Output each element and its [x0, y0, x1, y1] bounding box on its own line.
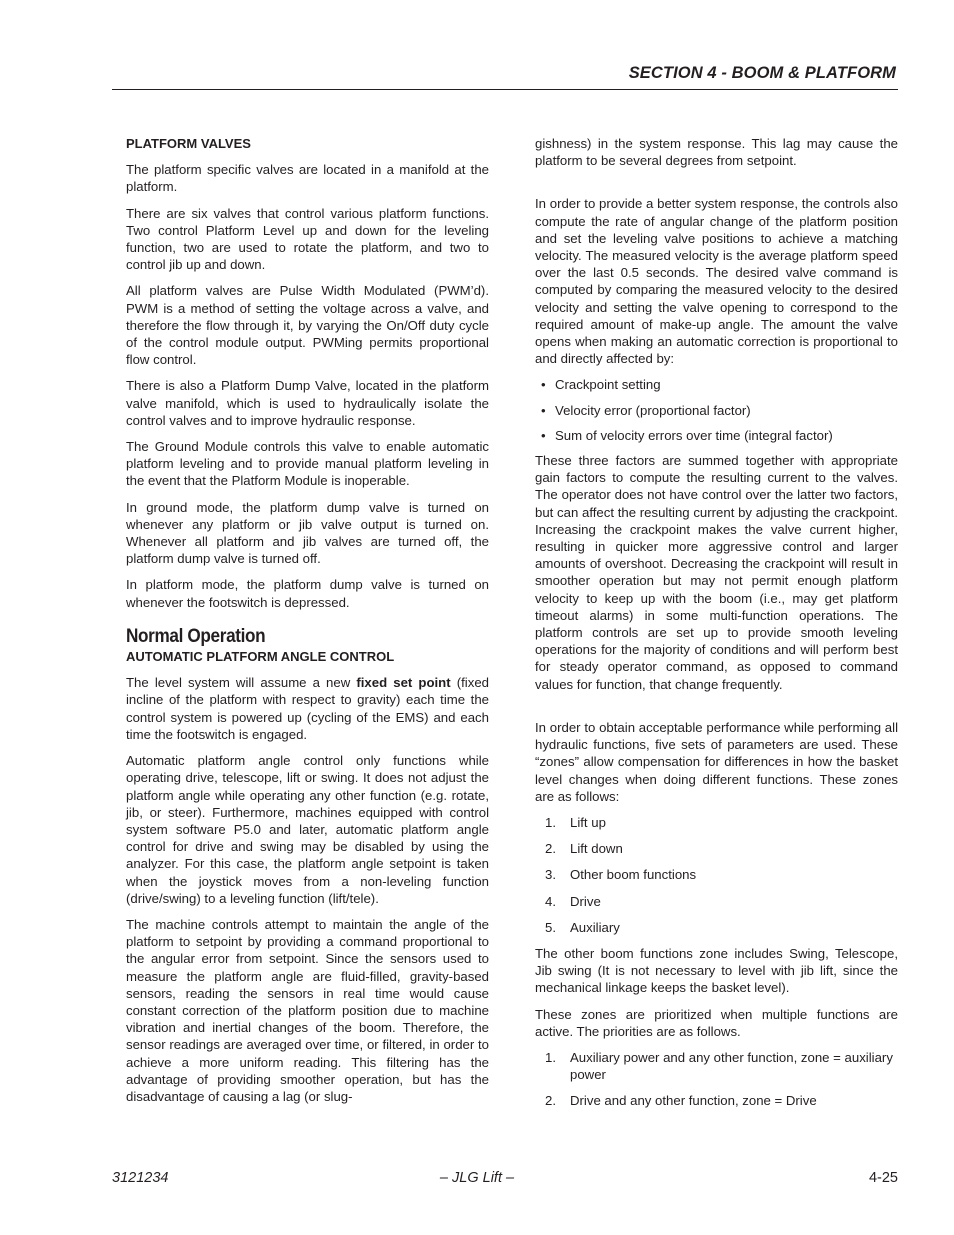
list-number: 2. [545, 841, 556, 857]
paragraph: There are six valves that control various platform functions. Two control Platform Level up and down for the leveling function, two are used to rotate the platform, and two to control jib up and down. [126, 205, 489, 273]
paragraph: In order to provide a better system response, the controls also compute the rate of angular change of the platform position and set the leveling valve positions to achieve a matching velocity. The measured velocity is the average platform speed over the last 0.5 seconds. The desired valve command is computed by comparing the measured velocity to the desired velocity and setting the valve opening to correspond to the required amount of make-up angle. The amount the valve opens when making an automatic correction is proportional to and directly affected by: [535, 196, 898, 367]
text-run: The level system will assume a new [126, 675, 357, 691]
list-number: 1. [545, 814, 556, 830]
text-run: (fixed incline of the platform with respect to gravity) each time the control system is powered up (cycling of the EMS) and each time the footswitch is engaged. [126, 675, 489, 742]
page-number: 4-25 [868, 1170, 898, 1186]
list-number: 4. [545, 893, 556, 909]
paragraph: There is also a Platform Dump Valve, located in the platform valve manifold, which is used to hydraulically isolate the control valves and to improve hydraulic response. [126, 378, 489, 428]
paragraph: All platform valves are Pulse Width Modulated (PWM’d). PWM is a method of setting the voltage across a valve, and therefore the flow through it, by varying the On/Off duty cycle of the control module output. PWMing permits proportional flow control. [126, 283, 489, 368]
list-item [535, 919, 898, 936]
list-text: Drive and any other function, zone = Drive [570, 1093, 817, 1109]
paragraph: The Ground Module controls this valve to enable automatic platform leveling and to provide manual platform leveling in the event that the Platform Module is inoperable. [126, 439, 489, 489]
list-text: Auxiliary [570, 919, 620, 935]
list-item: • Sum of velocity errors over time (integral factor) [541, 427, 898, 444]
list-number: 2. [545, 1093, 556, 1109]
list-item [535, 866, 898, 883]
paragraph [126, 674, 489, 743]
list-number: 3. [545, 867, 556, 883]
doc-number: 3121234 [112, 1170, 169, 1186]
left-column [126, 135, 489, 1114]
list-number: 1. [545, 1049, 556, 1065]
section-title: SECTION 4 - BOOM & PLATFORM [628, 64, 896, 82]
list-text: Auxiliary power and any other function, zone = auxiliary power [570, 1049, 893, 1083]
paragraph: These zones are prioritized when multiple functions are active. The priorities are as follows. [535, 1006, 898, 1039]
paragraph: These three factors are summed together with appropriate gain factors to compute the resulting current to the valves. The operator does not have control over the latter two factors, but can affect the resulting current by adjusting the crackpoint. Increasing the crackpoint makes the valve current higher, resulting in quicker more aggressive control and larger amounts of overshoot. Decreasing the crackpoint will result in smoother operation but may not permit enough platform velocity to keep up with the boom (i.e., may get platform timeout alarms) in some multi-function operations. The platform controls are set up to provide smooth leveling operations for the majority of conditions and will perform best for steady operator command, as opposed to command values for function, that change frequently. [535, 453, 898, 692]
paragraph: The other boom functions zone includes Swing, Telescope, Jib swing (It is not necessary to level with jib lift, since the mechanical linkage keeps the basket level). [535, 945, 898, 996]
list-item: • Crackpoint setting [541, 376, 898, 393]
paragraph: In platform mode, the platform dump valve is turned on whenever the footswitch is depressed. [126, 577, 489, 610]
apac-heading: AUTOMATIC PLATFORM ANGLE CONTROL [126, 649, 395, 665]
list-number: 5. [545, 919, 556, 935]
paragraph: Automatic platform angle control only functions while operating drive, telescope, lift or swing. It does not adjust the platform angle while operating any other function (e.g. rotate, jib, or steer). Furthermore, machines equipped with control system software P5.0 and later, automatic platform angle control for drive and swing may be disabled by using the analyzer. For this case, the platform angle setpoint is taken when the joystick moves from a non-leveling function (drive/swing) to a leveling function (lift/tele). [126, 753, 489, 906]
paragraph: In ground mode, the platform dump valve is turned on whenever any platform or jib valve output is turned on. Whenever all platform and jib valves are turned off, the platform dump valve is turned off. [126, 499, 489, 567]
publisher: – JLG Lift – [439, 1170, 515, 1186]
list-item [535, 1049, 898, 1083]
paragraph: In order to obtain acceptable performance while performing all hydraulic functions, five sets of parameters are used. These “zones” allow compensation for differences in how the basket level changes when doing different functions. These zones are as follows: [535, 719, 898, 804]
list-item: • Velocity error (proportional factor) [541, 402, 898, 419]
list-text: Drive [570, 893, 601, 909]
paragraph: gishness) in the system response. This lag may cause the platform to be several degrees from setpoint. [535, 136, 898, 169]
list-item [535, 814, 898, 831]
header-rule [112, 89, 898, 90]
list-item [535, 1092, 898, 1109]
list-item [535, 840, 898, 857]
right-column [535, 135, 898, 1119]
platform-valves-heading: PLATFORM VALVES [126, 136, 251, 151]
list-item [535, 893, 898, 910]
factor-list [541, 376, 898, 444]
priority-list [535, 1049, 898, 1110]
paragraph: The platform specific valves are located in a manifold at the platform. [126, 162, 489, 195]
list-text: Lift up [570, 814, 606, 830]
list-text: Other boom functions [570, 867, 697, 883]
zone-list [535, 814, 898, 936]
fixed-set-point-term: fixed set point [356, 675, 451, 691]
list-text: Lift down [570, 841, 623, 857]
paragraph: The machine controls attempt to maintain the angle of the platform to setpoint by providing a command proportional to the angular error from setpoint. Since the sensors used to measure the platform angle are fluid-filled, gravity-based sensors, reading the sensors in real time would cause constant correction of the platform position due to machine vibration and inertial changes of the boom. Therefore, the sensor readings are averaged over time, or filtered, in order to achieve a more uniform reading. This filtering has the advantage of providing smoother operation, but has the disadvantage of causing a lag (or slug- [126, 916, 489, 1104]
normal-operation-heading: Normal Operation [126, 624, 266, 647]
